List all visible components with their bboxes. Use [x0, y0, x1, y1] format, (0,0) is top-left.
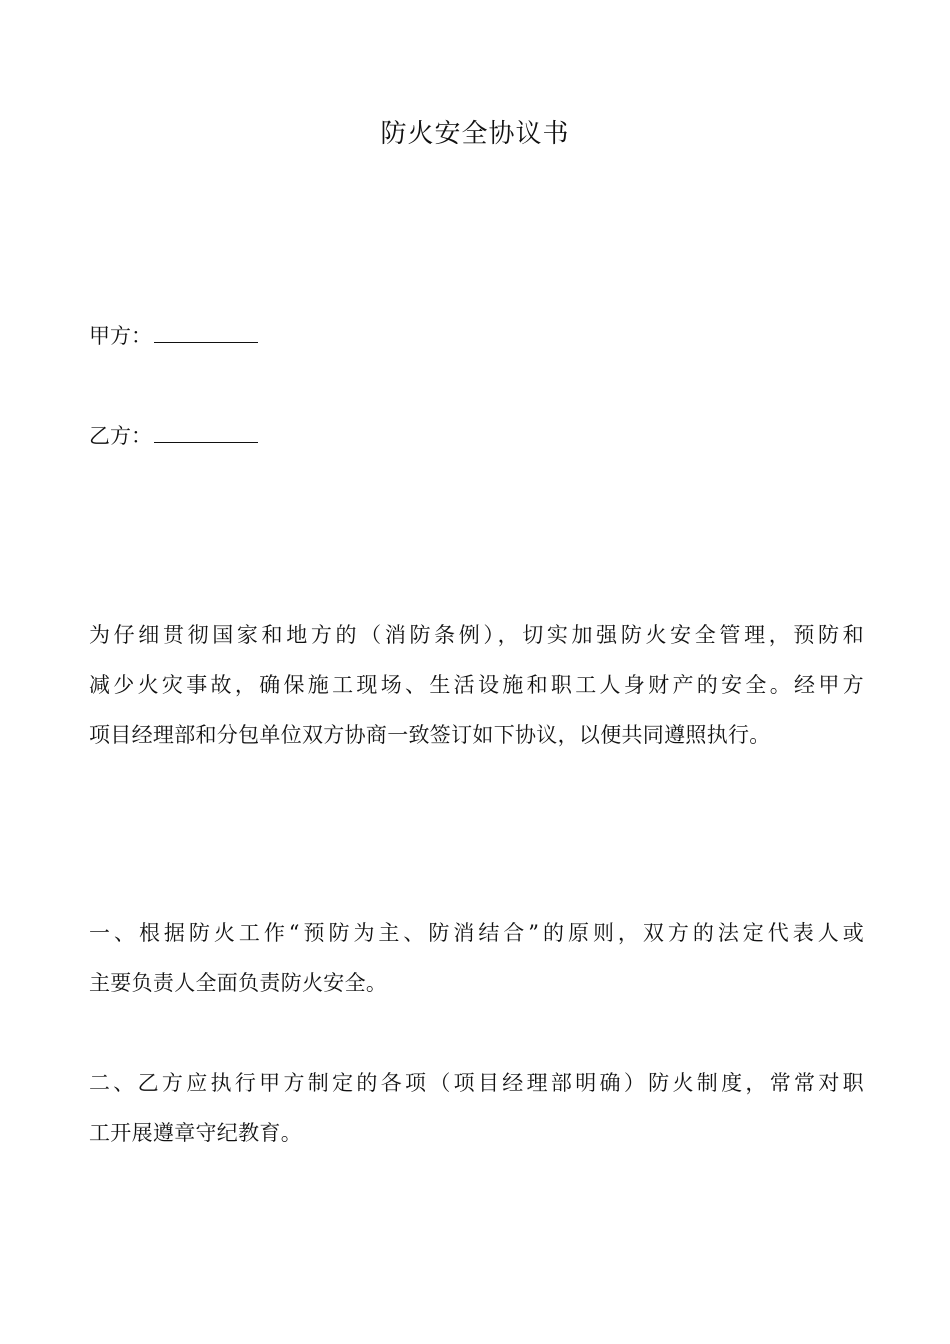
clause-2-paragraph [89, 1058, 864, 1158]
clause-2-line: 二、乙方应执行甲方制定的各项（项目经理部明确）防火制度，常常对职 [89, 1071, 864, 1095]
intro-line: 项目经理部和分包单位双方协商一致签订如下协议，以便共同遵照执行。 [89, 723, 771, 747]
party-a-blank [154, 320, 258, 343]
party-b-row [89, 420, 258, 451]
document-title: 防火安全协议书 [380, 119, 570, 149]
intro-paragraph [89, 610, 864, 760]
party-a-label: 甲方： [89, 324, 152, 348]
clause-1-line: 一、根据防火工作“预防为主、防消结合”的原则，双方的法定代表人或 [89, 921, 864, 945]
intro-line: 减少火灾事故，确保施工现场、生活设施和职工人身财产的安全。经甲方 [89, 673, 864, 697]
clause-1-paragraph [89, 908, 864, 1008]
clause-2-line: 工开展遵章守纪教育。 [89, 1121, 302, 1145]
intro-line: 为仔细贯彻国家和地方的（消防条例），切实加强防火安全管理，预防和 [89, 623, 864, 647]
party-b-blank [154, 420, 258, 443]
party-a-row [89, 320, 258, 351]
party-b-label: 乙方： [89, 424, 152, 448]
clause-1-line: 主要负责人全面负责防火安全。 [89, 971, 388, 995]
